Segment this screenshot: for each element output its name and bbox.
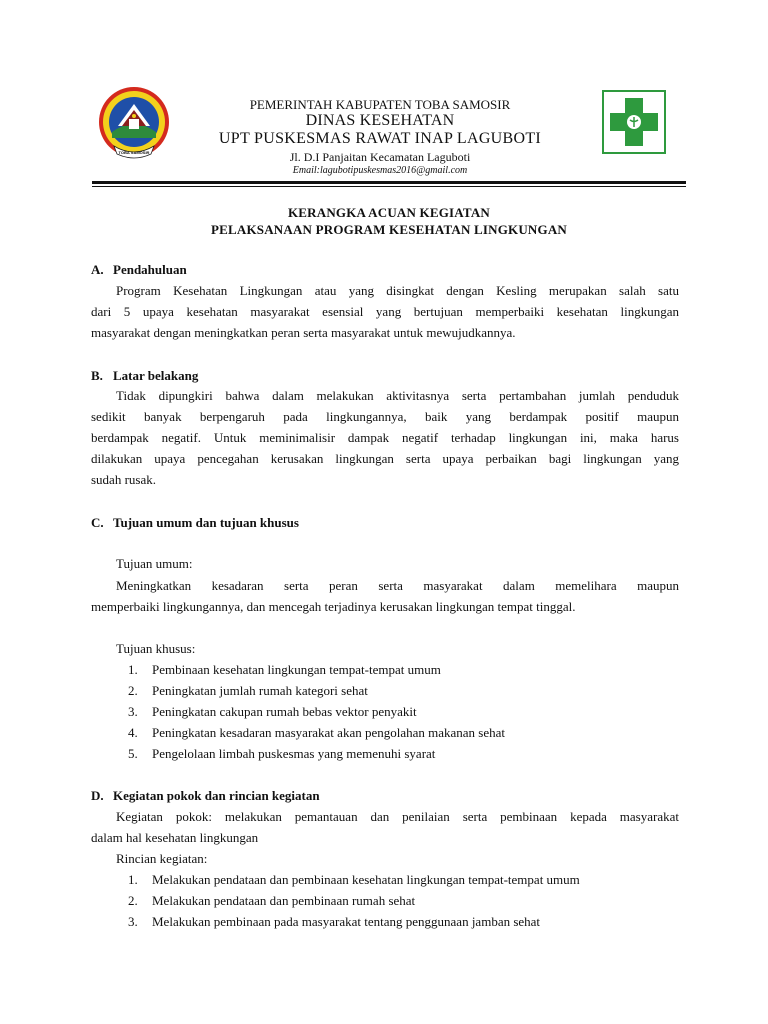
list-item: 5. Pengelolaan limbah puskesmas yang memenuhi syarat xyxy=(128,746,436,761)
list-item: 1. Melakukan pendataan dan pembinaan kesehatan lingkungan tempat-tempat umum xyxy=(128,872,580,887)
tujuan-umum-label: Tujuan umum: xyxy=(116,556,193,571)
letterhead-department: DINAS KESEHATAN xyxy=(305,112,455,129)
paragraph-line: Program Kesehatan Lingkungan atau yang disingkat dengan Kesling merupakan salah satu xyxy=(116,283,679,298)
paragraph-line: sudah rusak. xyxy=(91,472,156,487)
paragraph-line: dari 5 upaya kesehatan masyarakat esensial yang bertujuan memperbaiki kesehatan lingkungan xyxy=(91,304,679,319)
section-c-heading xyxy=(91,512,299,533)
section-a-paragraph xyxy=(91,280,679,343)
letterhead-email: Email:lagubotipuskesmas2016@gmail.com xyxy=(292,165,468,176)
rincian-kegiatan-label: Rincian kegiatan: xyxy=(116,851,208,866)
letterhead-rule-thin xyxy=(92,186,686,187)
section-b-letter: B. xyxy=(91,368,103,383)
paragraph-line: masyarakat dengan meningkatkan peran serta masyarakat untuk mewujudkannya. xyxy=(91,325,516,340)
section-b-heading xyxy=(91,365,198,386)
section-a-letter: A. xyxy=(91,262,104,277)
document-title-line2: PELAKSANAAN PROGRAM KESEHATAN LINGKUNGAN xyxy=(210,222,567,237)
list-item: 4. Peningkatan kesadaran masyarakat akan pengolahan makanan sehat xyxy=(128,725,506,740)
letterhead-rule-thick xyxy=(92,181,686,184)
list-item: 3. Melakukan pembinaan pada masyarakat tentang penggunaan jamban sehat xyxy=(128,914,541,929)
list-item: 2. Melakukan pendataan dan pembinaan rumah sehat xyxy=(128,893,416,908)
paragraph-line: memperbaiki lingkungannya, dan mencegah terjadinya kerusakan lingkungan tempat tinggal. xyxy=(91,599,576,614)
section-d-title: Kegiatan pokok dan rincian kegiatan xyxy=(113,788,320,803)
section-c-title: Tujuan umum dan tujuan khusus xyxy=(113,515,299,530)
section-b-paragraph xyxy=(91,385,679,490)
emblem-ribbon-text: TOBA SAMOSIR xyxy=(118,150,150,155)
paragraph-line: sedikit banyak berpengaruh pada lingkungannya, baik yang berdampak positif maupun xyxy=(91,409,679,424)
section-a-heading xyxy=(91,259,187,280)
tujuan-khusus-label: Tujuan khusus: xyxy=(116,641,196,656)
tujuan-khusus-list xyxy=(128,659,505,764)
paragraph-line: Meningkatkan kesadaran serta peran serta masyarakat dalam memelihara maupun xyxy=(116,578,679,593)
paragraph-line: berdampak negatif. Untuk meminimalisir dampak negatif terhadap lingkungan ini, maka harus xyxy=(91,430,679,445)
paragraph-line: Tidak dipungkiri bahwa dalam melakukan aktivitasnya serta pertambahan jumlah penduduk xyxy=(116,388,679,403)
kegiatan-pokok-paragraph xyxy=(91,806,679,848)
letterhead xyxy=(180,97,580,177)
letterhead-unit: UPT PUSKESMAS RAWAT INAP LAGUBOTI xyxy=(218,130,542,147)
rincian-kegiatan-list xyxy=(128,869,580,932)
letterhead-government: PEMERINTAH KABUPATEN TOBA SAMOSIR xyxy=(249,97,511,112)
section-c-letter: C. xyxy=(91,515,104,530)
list-item: 1. Pembinaan kesehatan lingkungan tempat-tempat umum xyxy=(128,662,441,677)
tujuan-umum-paragraph xyxy=(91,575,679,617)
document-title-line1: KERANGKA ACUAN KEGIATAN xyxy=(287,205,491,220)
section-d-heading xyxy=(91,785,320,806)
puskesmas-green-cross-icon xyxy=(602,90,666,154)
letterhead-address: Jl. D.I Panjaitan Kecamatan Laguboti xyxy=(289,150,471,164)
list-item: 2. Peningkatan jumlah rumah kategori sehat xyxy=(128,683,368,698)
paragraph-line: dalam hal kesehatan lingkungan xyxy=(91,830,259,845)
list-item: 3. Peningkatan cakupan rumah bebas vektor penyakit xyxy=(128,704,417,719)
section-b-title: Latar belakang xyxy=(113,368,199,383)
paragraph-line: dilakukan upaya pencegahan kerusakan lingkungan serta upaya perbaikan bagi lingkungan yang xyxy=(91,451,679,466)
section-d-letter: D. xyxy=(91,788,104,803)
paragraph-line: Kegiatan pokok: melakukan pemantauan dan penilaian serta pembinaan kepada masyarakat xyxy=(116,809,679,824)
section-a-title: Pendahuluan xyxy=(113,262,187,277)
